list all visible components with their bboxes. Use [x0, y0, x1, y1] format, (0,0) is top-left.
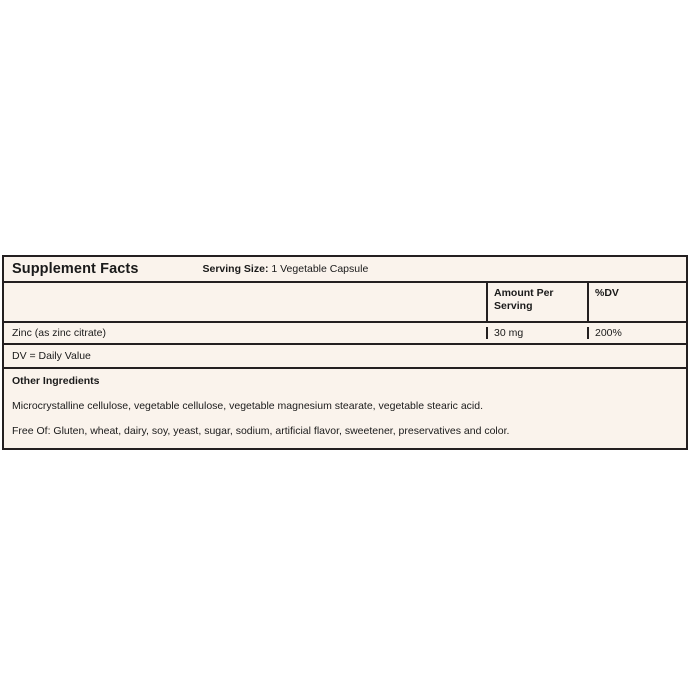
nutrient-dv-cell: [587, 327, 686, 339]
other-ingredients-text: Microcrystalline cellulose, vegetable cellulose, vegetable magnesium stearate, vegetable stearic acid.: [12, 400, 483, 412]
supplement-facts-panel: [2, 255, 688, 450]
supplement-facts-title-row: [4, 257, 686, 283]
other-ingredients-heading: Other Ingredients: [12, 375, 100, 387]
nutrient-dv: 200%: [595, 327, 622, 339]
table-row: [4, 323, 686, 345]
column-header-amount: [486, 283, 587, 321]
nutrient-name-cell: [4, 327, 486, 339]
daily-value-footnote-row: [4, 345, 686, 369]
column-header-row: [4, 283, 686, 323]
nutrient-amount: 30 mg: [494, 327, 524, 339]
panel-title: Supplement Facts: [12, 261, 139, 277]
column-header-dv-label: %DV: [595, 287, 619, 299]
serving-size-value: 1 Vegetable Capsule: [268, 262, 369, 275]
other-ingredients-block: [4, 369, 686, 448]
column-header-amount-label: Amount Per Serving: [494, 287, 554, 312]
daily-value-footnote: DV = Daily Value: [12, 350, 91, 362]
nutrient-name: Zinc (as zinc citrate): [12, 327, 106, 339]
column-header-nutrient: [4, 283, 486, 321]
serving-size-label: Serving Size:: [202, 262, 269, 275]
nutrient-amount-cell: [486, 327, 587, 339]
serving-size: [139, 264, 369, 275]
free-of-text: Free Of: Gluten, wheat, dairy, soy, yeast, sugar, sodium, artificial flavor, sweetener, preservatives and color.: [12, 425, 510, 437]
column-header-dv: [587, 283, 686, 321]
